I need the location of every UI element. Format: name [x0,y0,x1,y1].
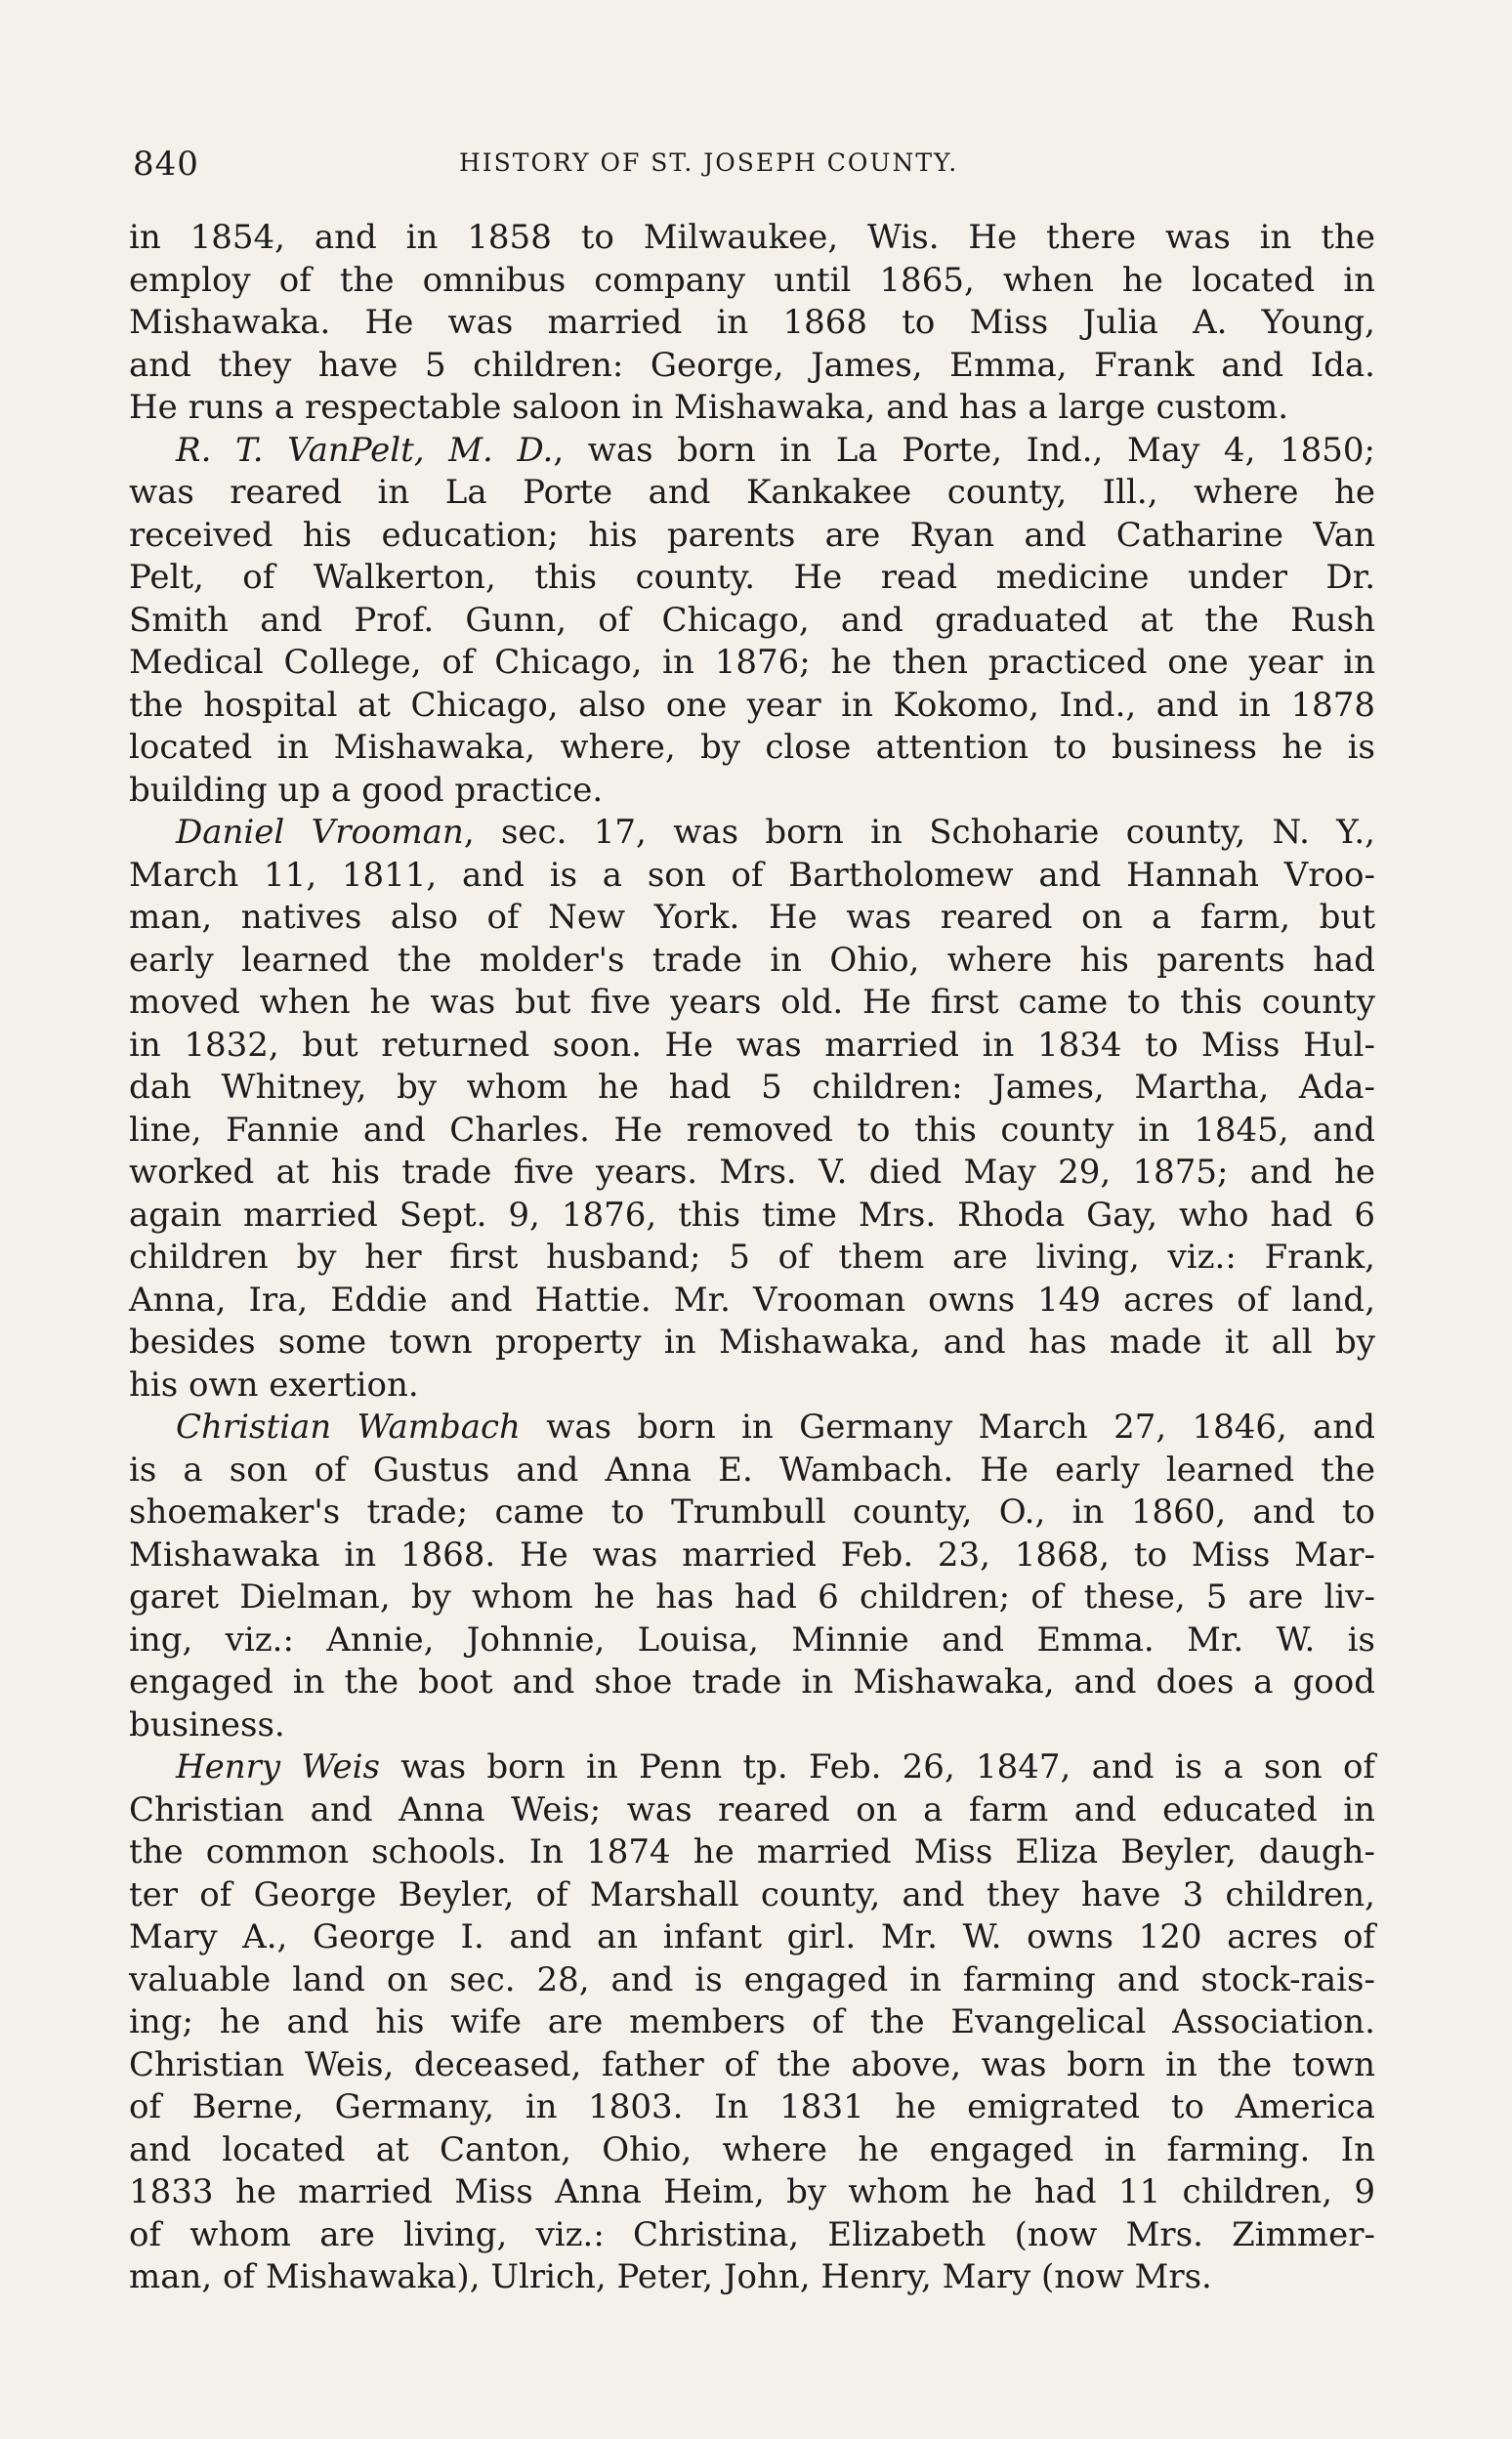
line-text: is a son of Gustus and Anna E. Wambach. He early learned the [129,1450,1375,1490]
text-line [129,1619,1375,1662]
text-line [129,685,1375,728]
text-line [129,1916,1375,1959]
line-text: ing, viz.: Annie, Johnnie, Louisa, Minnie and Emma. Mr. W. is [129,1619,1375,1660]
line-text: ing; he and his wife are members of the Evangelical Association. [129,2002,1375,2041]
line-text: of whom are living, viz.: Christina, Elizabeth (now Mrs. Zimmer- [129,2214,1375,2254]
line-text: garet Dielman, by whom he has had 6 children; of these, 5 are liv- [129,1577,1375,1617]
text-line [129,1067,1375,1110]
line-text: 1833 he married Miss Anna Heim, by whom he had 11 children, 9 [129,2172,1375,2211]
text-line [129,2171,1375,2214]
text-line [129,940,1375,983]
text-line [129,1874,1375,1917]
line-text: , sec. 17, was born in Schoharie county, N. Y., [463,813,1375,852]
text-line [129,855,1375,898]
line-text: worked at his trade five years. Mrs. V. died May 29, 1875; and he [129,1153,1375,1192]
line-text: the hospital at Chicago, also one year in Kokomo, Ind., and in 1878 [129,685,1375,725]
text-line [129,345,1375,388]
line-text: children by her first husband; 5 of them are living, viz.: Frank, [129,1238,1375,1277]
line-text: employ of the omnibus company until 1865, when he located in [129,260,1375,300]
line-text: man, natives also of New York. He was reared on a farm, but [129,898,1375,937]
line-text: was born in Germany March 27, 1846, and [520,1408,1375,1447]
paragraph [129,217,1375,430]
line-text: Smith and Prof. Gunn, of Chicago, and graduated at the Rush [129,600,1375,640]
text-line [129,1789,1375,1832]
line-text: ter of George Beyler, of Marshall county, and they have 3 children, [129,1874,1375,1914]
line-text: engaged in the boot and shoe trade in Mishawaka, and does a good [129,1662,1375,1702]
line-text: Mishawaka. He was married in 1868 to Miss Julia A. Young, [129,303,1375,342]
text-line [129,1831,1375,1874]
line-text: in 1832, but returned soon. He was married in 1834 to Miss Hul- [129,1025,1375,1065]
text-line [129,2044,1375,2087]
text-line [129,217,1375,260]
line-text: building up a good practice. [129,770,604,810]
paragraph [129,1746,1375,2299]
paragraph [129,1407,1375,1746]
text-line [129,387,1375,430]
paragraph [129,430,1375,813]
text-line [129,1959,1375,2002]
text-line [129,1450,1375,1493]
line-text: was born in Penn tp. Feb. 26, 1847, and is a son of [380,1747,1375,1787]
text-line [129,1407,1375,1450]
line-text: man, of Mishawaka), Ulrich, Peter, John, Henry, Mary (now Mrs. [129,2257,1212,2296]
paragraph [129,812,1375,1407]
text-line [129,897,1375,940]
line-text: shoemaker's trade; came to Trumbull county, O., in 1860, and to [129,1493,1375,1532]
text-line [129,260,1375,303]
line-text: his own exertion. [129,1365,419,1405]
text-line [129,642,1375,685]
text-line [129,1280,1375,1323]
line-text: business. [129,1704,285,1745]
text-line [129,1152,1375,1195]
line-text: Pelt, of Walkerton, this county. He read medicine under Dr. [129,558,1375,597]
line-text: Mary A., George I. and an infant girl. Mr. W. owns 120 acres of [129,1917,1375,1956]
person-name: R. T. VanPelt, M. D. [176,430,554,470]
text-line [129,1704,1375,1747]
line-text: of Berne, Germany, in 1803. In 1831 he emigrated to America [129,2087,1375,2126]
text-line [129,1535,1375,1577]
text-line [129,812,1375,855]
body-text [129,217,1375,2299]
text-line [129,770,1375,813]
text-line [129,1365,1375,1408]
line-text: Medical College, of Chicago, in 1876; he then practiced one year in [129,643,1375,682]
text-line [129,515,1375,558]
line-text: and located at Canton, Ohio, where he engaged in farming. In [129,2129,1375,2169]
page-number: 840 [133,145,199,184]
text-line [129,1577,1375,1619]
line-text: March 11, 1811, and is a son of Bartholomew and Hannah Vroo- [129,855,1375,895]
line-text: and they have 5 children: George, James, Emma, Frank and Ida. [129,345,1375,385]
line-text: Christian Weis, deceased, father of the above, was born in the town [129,2044,1375,2084]
text-line [129,1322,1375,1365]
line-text: early learned the molder's trade in Ohio, where his parents had [129,940,1375,980]
running-head: HISTORY OF ST. JOSEPH COUNTY. [459,148,959,177]
text-line [129,557,1375,600]
line-text: was reared in La Porte and Kankakee county, Ill., where he [129,473,1375,512]
text-line [129,1746,1375,1789]
line-text: again married Sept. 9, 1876, this time Mrs. Rhoda Gay, who had 6 [129,1195,1375,1235]
line-text: located in Mishawaka, where, by close attention to business he is [129,728,1375,767]
person-name: Henry Weis [176,1747,380,1787]
line-text: , was born in La Porte, Ind., May 4, 1850; [553,430,1375,470]
text-line [129,1110,1375,1153]
text-line [129,1195,1375,1238]
text-line [129,2001,1375,2044]
text-line [129,2214,1375,2257]
text-line [129,1025,1375,1068]
text-line [129,302,1375,345]
line-text: valuable land on sec. 28, and is engaged in farming and stock-rais- [129,1959,1375,1999]
text-line [129,2086,1375,2129]
line-text: He runs a respectable saloon in Mishawaka, and has a large custom. [129,388,1289,427]
text-line [129,1492,1375,1535]
line-text: Christian and Anna Weis; was reared on a farm and educated in [129,1789,1375,1829]
line-text: in 1854, and in 1858 to Milwaukee, Wis. He there was in the [129,218,1375,257]
text-line [129,727,1375,770]
text-line [129,982,1375,1025]
text-line [129,1237,1375,1280]
line-text: besides some town property in Mishawaka, and has made it all by [129,1323,1375,1362]
line-text: dah Whitney, by whom he had 5 children: James, Martha, Ada- [129,1068,1375,1107]
line-text: line, Fannie and Charles. He removed to this county in 1845, and [129,1110,1375,1150]
text-line [129,472,1375,515]
text-line [129,1661,1375,1704]
text-line [129,430,1375,473]
line-text: Mishawaka in 1868. He was married Feb. 23, 1868, to Miss Mar- [129,1535,1375,1575]
person-name: Christian Wambach [176,1408,521,1447]
person-name: Daniel Vrooman [176,813,464,852]
line-text: Anna, Ira, Eddie and Hattie. Mr. Vrooman owns 149 acres of land, [129,1280,1375,1320]
text-line [129,600,1375,643]
line-text: received his education; his parents are Ryan and Catharine Van [129,515,1375,555]
text-line [129,2129,1375,2172]
text-line [129,2256,1375,2299]
line-text: the common schools. In 1874 he married Miss Eliza Beyler, daugh- [129,1832,1375,1871]
line-text: moved when he was but five years old. He first came to this county [129,983,1375,1022]
